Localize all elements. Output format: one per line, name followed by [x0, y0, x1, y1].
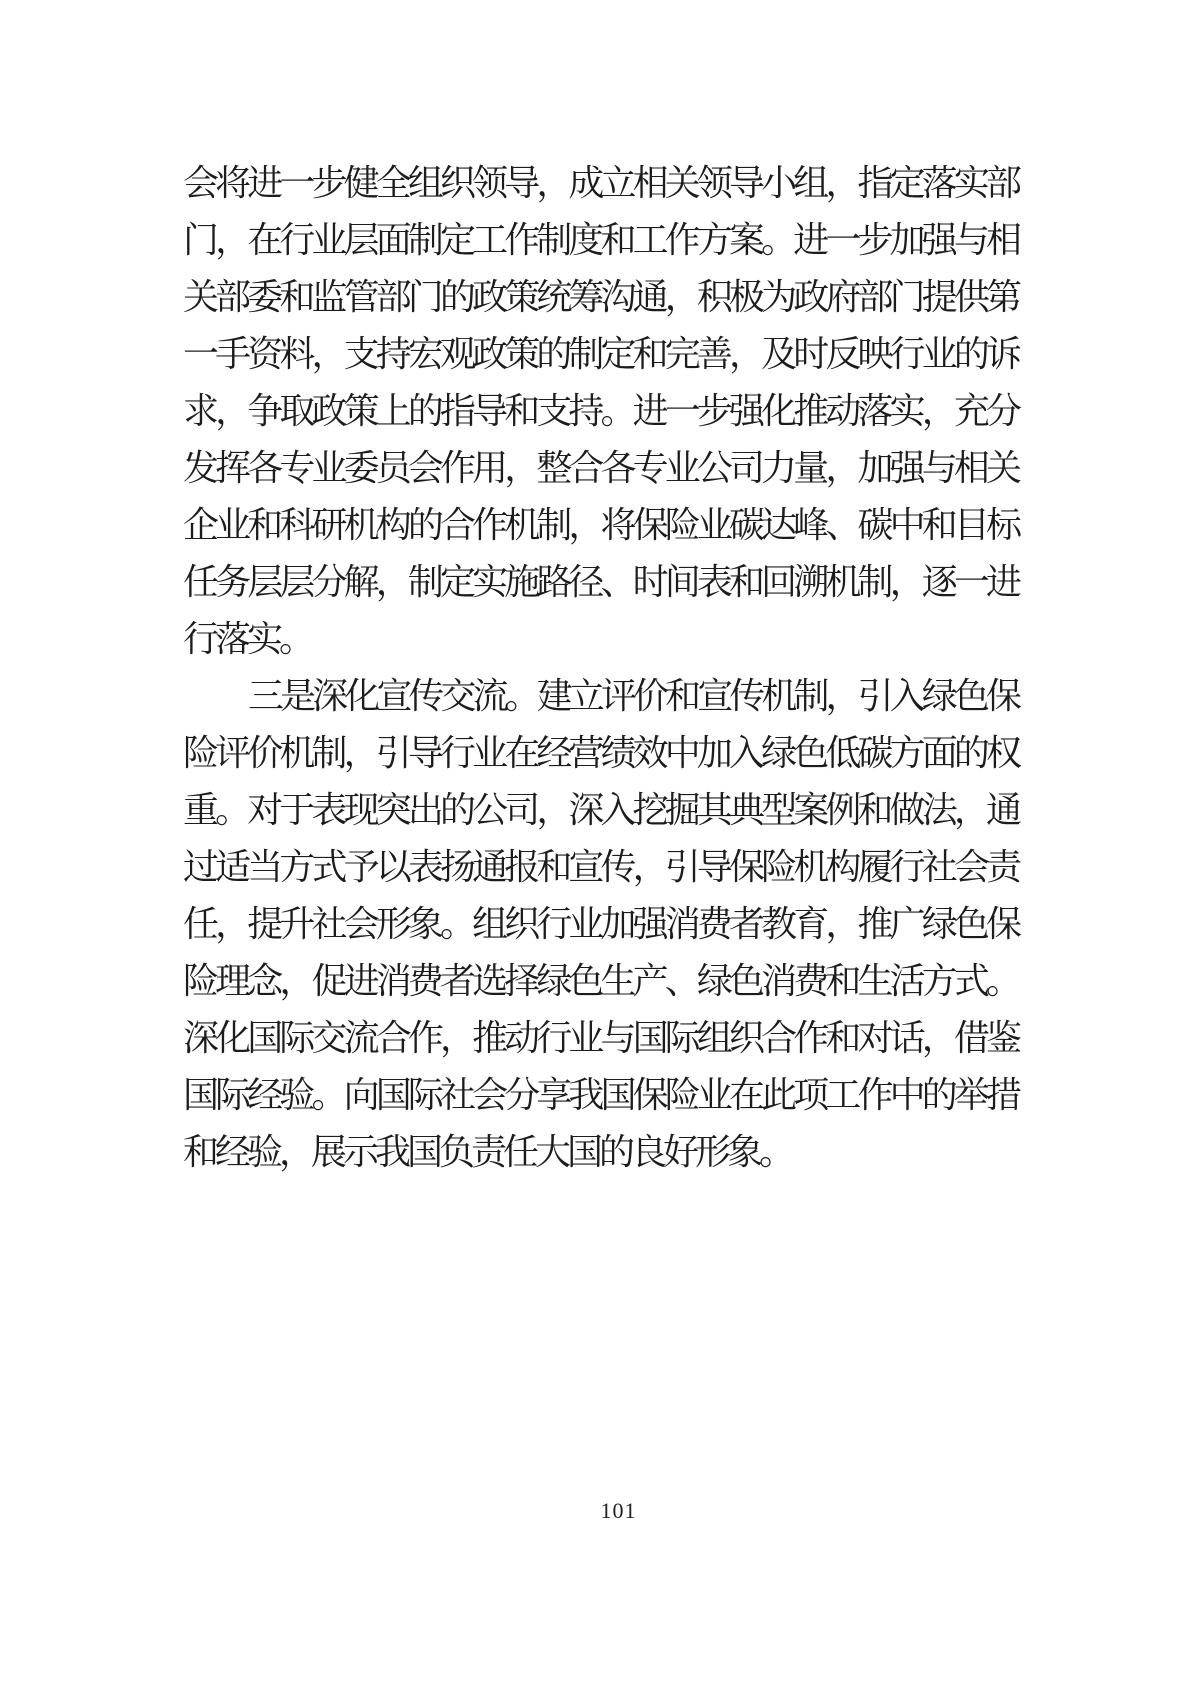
text-line: 深化国际交流合作，推动行业与国际组织合作和对话，借鉴 — [183, 1018, 1018, 1058]
text-line: 任，提升社会形象。组织行业加强消费者教育，推广绿色保 — [183, 904, 1018, 944]
text-line: 和经验，展示我国负责任大国的良好形象。 — [183, 1132, 792, 1172]
text-line: 过适当方式予以表扬通报和宣传，引导保险机构履行社会责 — [183, 847, 1018, 887]
text-line: 发挥各专业委员会作用，整合各专业公司力量，加强与相关 — [183, 448, 1018, 488]
text-line: 险评价机制，引导行业在经营绩效中加入绿色低碳方面的权 — [183, 733, 1018, 773]
text-line: 关部委和监管部门的政策统筹沟通，积极为政府部门提供第 — [183, 277, 1018, 317]
text-line: 求，争取政策上的指导和支持。进一步强化推动落实，充分 — [183, 391, 1018, 431]
text-line: 国际经验。向国际社会分享我国保险业在此项工作中的举措 — [183, 1075, 1018, 1115]
text-line: 行落实。 — [183, 619, 312, 659]
paragraph-1 — [183, 155, 1018, 668]
text-line: 会将进一步健全组织领导，成立相关领导小组，指定落实部 — [183, 163, 1018, 203]
text-line: 重。对于表现突出的公司，深入挖掘其典型案例和做法，通 — [183, 790, 1018, 830]
text-line: 企业和科研机构的合作机制，将保险业碳达峰、碳中和目标 — [183, 505, 1018, 545]
page-number: 101 — [600, 1498, 637, 1523]
text-line: 任务层层分解，制定实施路径、时间表和回溯机制，逐一进 — [183, 562, 1018, 602]
text-block — [183, 155, 1018, 1181]
paragraph-2 — [183, 668, 1018, 1181]
text-line: 一手资料，支持宏观政策的制定和完善，及时反映行业的诉 — [183, 334, 1018, 374]
text-line: 三是深化宣传交流。建立评价和宣传机制，引入绿色保 — [248, 676, 1018, 716]
text-line: 门，在行业层面制定工作制度和工作方案。进一步加强与相 — [183, 220, 1018, 260]
text-line: 险理念，促进消费者选择绿色生产、绿色消费和生活方式。 — [183, 961, 1018, 1001]
